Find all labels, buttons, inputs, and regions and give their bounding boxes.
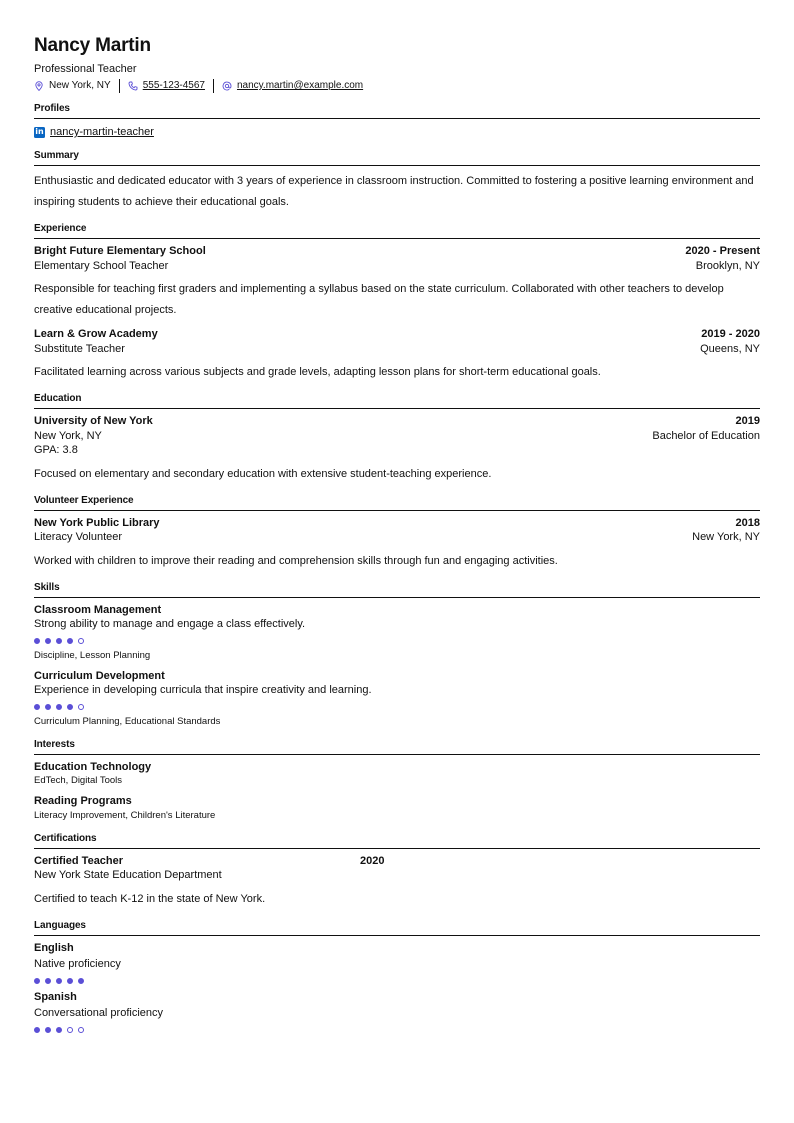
- section-heading: Summary: [34, 149, 760, 166]
- level-dot-empty: [78, 1027, 84, 1033]
- skill-description: Strong ability to manage and engage a class effectively.: [34, 618, 306, 630]
- graduation-date: 2019: [735, 415, 760, 427]
- language-level-rating: [34, 978, 760, 984]
- phone-link[interactable]: 555-123-4567: [142, 80, 205, 91]
- contact-bar: [34, 79, 760, 93]
- section-heading: Skills: [34, 581, 760, 598]
- position-title: Elementary School Teacher: [34, 259, 169, 272]
- level-dot-filled: [67, 704, 73, 710]
- education-entry: [34, 414, 760, 485]
- certification-name: Certified Teacher: [34, 854, 124, 867]
- skills-section: [34, 581, 760, 729]
- profile-item: [34, 124, 760, 140]
- skill-entry: [34, 669, 760, 729]
- date-range: 2020 - Present: [685, 245, 760, 257]
- job-location: Queens, NY: [700, 342, 760, 355]
- interests-section: [34, 738, 760, 823]
- candidate-headline: Professional Teacher: [34, 63, 137, 75]
- contact-phone: [128, 79, 205, 93]
- volunteer-date: 2018: [735, 516, 760, 529]
- volunteer-position: Literacy Volunteer: [34, 531, 123, 543]
- linkedin-icon: in: [35, 127, 44, 136]
- experience-entry: [34, 244, 760, 321]
- certifications-section: [34, 832, 760, 910]
- volunteer-location: New York, NY: [692, 531, 760, 543]
- certification-summary: Certified to teach K-12 in the state of New York.: [34, 892, 266, 905]
- section-heading: Languages: [34, 919, 760, 936]
- level-dot-filled: [67, 978, 73, 984]
- degree: Bachelor of Education: [652, 429, 760, 442]
- level-dot-empty: [78, 638, 84, 644]
- interest-keywords: EdTech, Digital Tools: [34, 775, 123, 786]
- level-dot-filled: [56, 704, 62, 710]
- section-heading: Experience: [34, 222, 760, 239]
- section-heading: Volunteer Experience: [34, 494, 760, 511]
- level-dot-filled: [45, 638, 51, 644]
- phone-icon: [128, 81, 138, 91]
- level-dot-filled: [34, 978, 40, 984]
- skill-level-rating: [34, 638, 760, 644]
- skill-name: Classroom Management: [34, 603, 162, 616]
- level-dot-filled: [67, 638, 73, 644]
- contact-location: [34, 79, 111, 93]
- interest-keywords: Literacy Improvement, Children's Literature: [34, 809, 216, 821]
- level-dot-filled: [34, 704, 40, 710]
- language-proficiency: Native proficiency: [34, 958, 121, 970]
- interest-entry: [34, 760, 760, 789]
- level-dot-filled: [56, 978, 62, 984]
- skill-keywords: Curriculum Planning, Educational Standards: [34, 715, 221, 727]
- company-name: Learn & Grow Academy: [34, 328, 158, 340]
- language-entry: [34, 941, 760, 984]
- organization-name: New York Public Library: [34, 516, 160, 529]
- map-pin-icon: [34, 81, 44, 91]
- level-dot-filled: [78, 978, 84, 984]
- level-dot-filled: [34, 1027, 40, 1033]
- volunteer-summary: Worked with children to improve their reading and comprehension skills through fun and engaging activities.: [34, 554, 558, 567]
- position-title: Substitute Teacher: [34, 342, 125, 355]
- education-summary: Focused on elementary and secondary education with extensive student-teaching experience.: [34, 467, 492, 480]
- education-location: New York, NY: [34, 429, 102, 442]
- certification-entry: [34, 854, 760, 910]
- linkedin-profile-link[interactable]: nancy-martin-teacher: [50, 126, 154, 138]
- languages-section: [34, 919, 760, 1033]
- skill-name: Curriculum Development: [34, 669, 165, 682]
- at-icon: [222, 81, 232, 91]
- level-dot-filled: [34, 638, 40, 644]
- skill-keywords: Discipline, Lesson Planning: [34, 649, 151, 661]
- certification-issuer: New York State Education Department: [34, 869, 222, 881]
- location-text: New York, NY: [49, 80, 111, 91]
- company-name: Bright Future Elementary School: [34, 245, 206, 257]
- experience-summary: Responsible for teaching first graders and implementing a syllabus based on the state curriculum. Collaborated with other teachers to develop creative educational projects.: [34, 283, 724, 316]
- language-name: English: [34, 941, 74, 954]
- language-level-rating: [34, 1027, 760, 1033]
- level-dot-filled: [45, 978, 51, 984]
- resume-header: [34, 34, 760, 93]
- level-dot-filled: [56, 638, 62, 644]
- experience-section: [34, 222, 760, 383]
- candidate-name: Nancy Martin: [34, 35, 151, 56]
- section-heading: Education: [34, 392, 760, 409]
- date-range: 2019 - 2020: [701, 328, 760, 340]
- level-dot-filled: [45, 1027, 51, 1033]
- level-dot-empty: [67, 1027, 73, 1033]
- section-heading: Certifications: [34, 832, 760, 849]
- skill-level-rating: [34, 704, 760, 710]
- email-link[interactable]: nancy.martin@example.com: [236, 80, 364, 91]
- contact-email: [222, 79, 363, 93]
- experience-summary: Facilitated learning across various subjects and grade levels, adapting lesson plans for short-term educational goals.: [34, 366, 601, 378]
- level-dot-filled: [45, 704, 51, 710]
- section-heading: Interests: [34, 738, 760, 755]
- gpa: GPA: 3.8: [34, 444, 78, 456]
- language-entry: [34, 990, 760, 1033]
- certification-date: 2020: [360, 854, 385, 867]
- summary-section: [34, 149, 760, 213]
- summary-text: Enthusiastic and dedicated educator with 3 years of experience in classroom instruction. Committed to fostering a positive learning environment and inspiring students to achieve their educational goals.: [34, 175, 754, 208]
- level-dot-filled: [56, 1027, 62, 1033]
- interest-entry: [34, 794, 760, 823]
- skill-entry: [34, 603, 760, 663]
- interest-name: Education Technology: [34, 760, 152, 773]
- profiles-section: [34, 102, 760, 140]
- language-name: Spanish: [34, 990, 77, 1003]
- institution-name: University of New York: [34, 415, 153, 427]
- section-heading: Profiles: [34, 102, 760, 119]
- job-location: Brooklyn, NY: [695, 259, 760, 272]
- contact-divider: [213, 79, 214, 93]
- skill-description: Experience in developing curricula that inspire creativity and learning.: [34, 684, 372, 696]
- experience-entry: [34, 327, 760, 383]
- language-proficiency: Conversational proficiency: [34, 1007, 164, 1019]
- education-section: [34, 392, 760, 485]
- volunteer-entry: [34, 516, 760, 572]
- volunteer-section: [34, 494, 760, 572]
- level-dot-empty: [78, 704, 84, 710]
- interest-name: Reading Programs: [34, 795, 132, 807]
- contact-divider: [119, 79, 120, 93]
